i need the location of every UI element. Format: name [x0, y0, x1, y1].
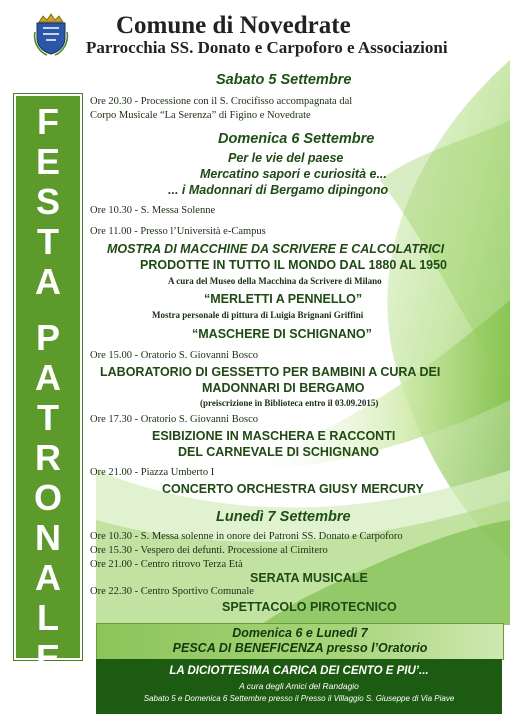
sidebar-letter: S: [35, 181, 60, 222]
banner-line3: ... i Madonnari di Bergamo dipingono: [168, 183, 389, 197]
carica-line1: LA DICIOTTESIMA CARICA DEI CENTO E PIU’...: [169, 665, 429, 677]
sidebar-letter: F: [37, 101, 59, 142]
merletti-title: “MERLETTI A PENNELLO”: [204, 292, 363, 306]
event-procession-line2: Corpo Musicale “La Serenza” di Figino e Novedrate: [90, 110, 311, 121]
exhibit-note: A cura del Museo della Macchina da Scrivere di Milano: [168, 276, 382, 286]
day-heading-monday: Lunedì 7 Settembre: [216, 509, 351, 525]
maschere-title: “MASCHERE DI SCHIGNANO”: [192, 327, 372, 341]
pesca-line1: Domenica 6 e Lunedì 7: [232, 626, 368, 640]
sidebar-letter: R: [35, 437, 61, 478]
sidebar-letter: E: [35, 141, 60, 182]
festa-patronale-sidebar: [14, 94, 82, 678]
carica-line2: A cura degli Amici del Randagio: [239, 681, 359, 691]
page-subtitle: Parrocchia SS. Donato e Carpoforo e Associazioni: [86, 38, 448, 57]
monday-item3: Ore 21.00 - Centro ritrovo Terza Età: [90, 559, 243, 570]
sidebar-letter: T: [37, 397, 59, 438]
banner-line1: Per le vie del paese: [228, 151, 344, 165]
sidebar-letter: E: [35, 637, 60, 678]
monday-item2: Ore 15.30 - Vespero dei defunti. Processione al Cimitero: [90, 545, 328, 556]
sidebar-letter: A: [35, 357, 61, 398]
concerto-title: CONCERTO ORCHESTRA GIUSY MERCURY: [162, 482, 424, 496]
page-title: Comune di Novedrate: [116, 12, 351, 39]
sidebar-letter: A: [35, 557, 61, 598]
sidebar-letter: T: [37, 221, 59, 262]
lab-line2: MADONNARI DI BERGAMO: [202, 381, 365, 395]
lab-line1: LABORATORIO DI GESSETTO PER BAMBINI A CURA DEI: [100, 365, 441, 379]
merletti-note: Mostra personale di pittura di Luigia Brignani Griffini: [152, 310, 364, 320]
vertical-word-festa: [16, 102, 80, 302]
serata-title: SERATA MUSICALE: [250, 571, 368, 585]
vertical-word-patronale: [16, 318, 80, 678]
monday-item4: Ore 22.30 - Centro Sportivo Comunale: [90, 586, 254, 597]
monday-item1: Ore 10.30 - S. Messa solenne in onore dei Patroni SS. Donato e Carpoforo: [90, 531, 403, 542]
event-oratorio-1500: Ore 15.00 - Oratorio S. Giovanni Bosco: [90, 350, 258, 361]
esib-line1: ESIBIZIONE IN MASCHERA E RACCONTI: [152, 429, 396, 443]
day-heading-sunday: Domenica 6 Settembre: [218, 131, 375, 147]
municipal-coat-of-arms-icon: [33, 12, 69, 56]
sidebar-letter: P: [35, 317, 60, 358]
exhibit-line2: PRODOTTE IN TUTTO IL MONDO DAL 1880 AL 1950: [140, 258, 448, 272]
exhibit-line1: MOSTRA DI MACCHINE DA SCRIVERE E CALCOLATRICI: [107, 242, 445, 256]
banner-line2: Mercatino sapori e curiosità e...: [200, 167, 387, 181]
pesca-banner: [96, 623, 504, 660]
sidebar-letter: L: [37, 597, 59, 638]
lab-note: (preiscrizione in Biblioteca entro il 03.09.2015): [200, 398, 379, 408]
esib-line2: DEL CARNEVALE DI SCHIGNANO: [178, 445, 379, 459]
carica-line3: Sabato 5 e Domenica 6 Settembre presso il Presso il Villaggio S. Giuseppe di Via Piave: [143, 694, 455, 703]
carica-banner: [96, 659, 502, 714]
event-procession-line1: Ore 20.30 - Processione con il S. Crocifisso accompagnata dal: [90, 96, 353, 107]
pesca-line2: PESCA DI BENEFICENZA presso l’Oratorio: [172, 641, 428, 655]
sidebar-letter: O: [33, 477, 62, 518]
event-mass: Ore 10.30 - S. Messa Solenne: [90, 205, 216, 216]
day-heading-saturday: Sabato 5 Settembre: [216, 72, 352, 88]
event-piazza: Ore 21.00 - Piazza Umberto I: [90, 467, 215, 478]
event-oratorio-1730: Ore 17.30 - Oratorio S. Giovanni Bosco: [90, 414, 258, 425]
sidebar-letter: A: [35, 261, 61, 302]
event-campus: Ore 11.00 - Presso l’Università e-Campus: [90, 226, 266, 237]
fuochi-title: SPETTACOLO PIROTECNICO: [222, 600, 397, 614]
sidebar-letter: N: [35, 517, 61, 558]
